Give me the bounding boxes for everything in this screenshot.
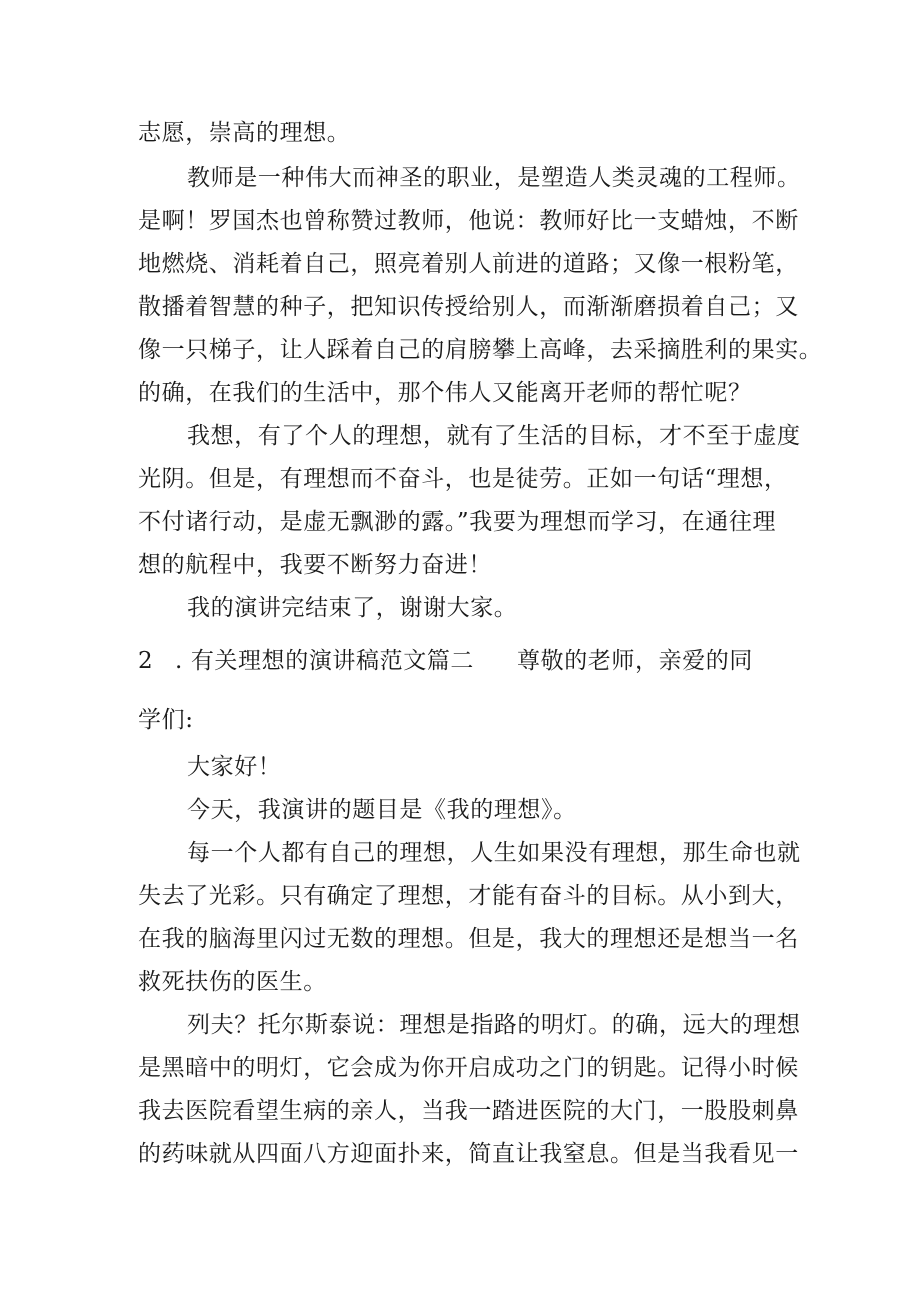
paragraph-line: 志愿，崇高的理想。: [138, 120, 351, 146]
paragraph-line: 我的演讲完结束了，谢谢大家。: [187, 595, 518, 621]
paragraph-line: 的确，在我们的生活中，那个伟人又能离开老师的帮忙呢？: [138, 380, 752, 406]
heading-number: 2: [138, 648, 153, 674]
paragraph-line: 地燃烧、消耗着自己，照亮着别人前进的道路；又像一根粉笔，: [138, 251, 799, 277]
paragraph-line: 列夫？托尔斯泰说：理想是指路的明灯。的确，远大的理想: [187, 1012, 801, 1038]
paragraph-line: 救死扶伤的医生。: [138, 969, 327, 995]
paragraph-line: 光阴。但是，有理想而不奋斗，也是徒劳。正如一句话“理想，: [138, 466, 788, 492]
paragraph-line: 每一个人都有自己的理想，人生如果没有理想，那生命也就: [187, 840, 801, 866]
paragraph-line: 在我的脑海里闪过无数的理想。但是，我大的理想还是想当一名: [138, 926, 799, 952]
paragraph-line: 今天，我演讲的题目是《我的理想》。: [187, 797, 577, 823]
paragraph-line: 像一只梯子，让人踩着自己的肩膀攀上高峰，去采摘胜利的果实。: [138, 337, 823, 363]
paragraph-line: 是黑暗中的明灯，它会成为你开启成功之门的钥匙。记得小时候: [138, 1055, 799, 1081]
paragraph-line: 我去医院看望生病的亲人，当我一踏进医院的大门，一股股刺鼻: [138, 1098, 799, 1124]
paragraph-line: 我想，有了个人的理想，就有了生活的目标，才不至于虚度: [187, 423, 801, 449]
paragraph-line: 大家好！: [187, 754, 282, 780]
heading-title: . 有关理想的演讲稿范文篇二: [175, 648, 475, 674]
paragraph-line: 想的航程中，我要不断努力奋进！: [138, 552, 492, 578]
paragraph-line: 的药味就从四面八方迎面扑来，简直让我窒息。但是当我看见一: [138, 1141, 799, 1167]
paragraph-line: 失去了光彩。只有确定了理想，才能有奋斗的目标。从小到大，: [138, 883, 799, 909]
heading-tail: 尊敬的老师，亲爱的同: [517, 648, 753, 674]
paragraph-line: 散播着智慧的种子，把知识传授给别人，而渐渐磨损着自己；又: [138, 294, 799, 320]
paragraph-line: 学们:: [138, 707, 194, 733]
paragraph-line: 教师是一种伟大而神圣的职业，是塑造人类灵魂的工程师。: [187, 165, 801, 191]
paragraph-line: 是啊！罗国杰也曾称赞过教师，他说：教师好比一支蜡烛，不断: [138, 208, 799, 234]
paragraph-line: 不付诸行动，是虚无飘渺的露。”我要为理想而学习，在通往理: [138, 509, 777, 535]
